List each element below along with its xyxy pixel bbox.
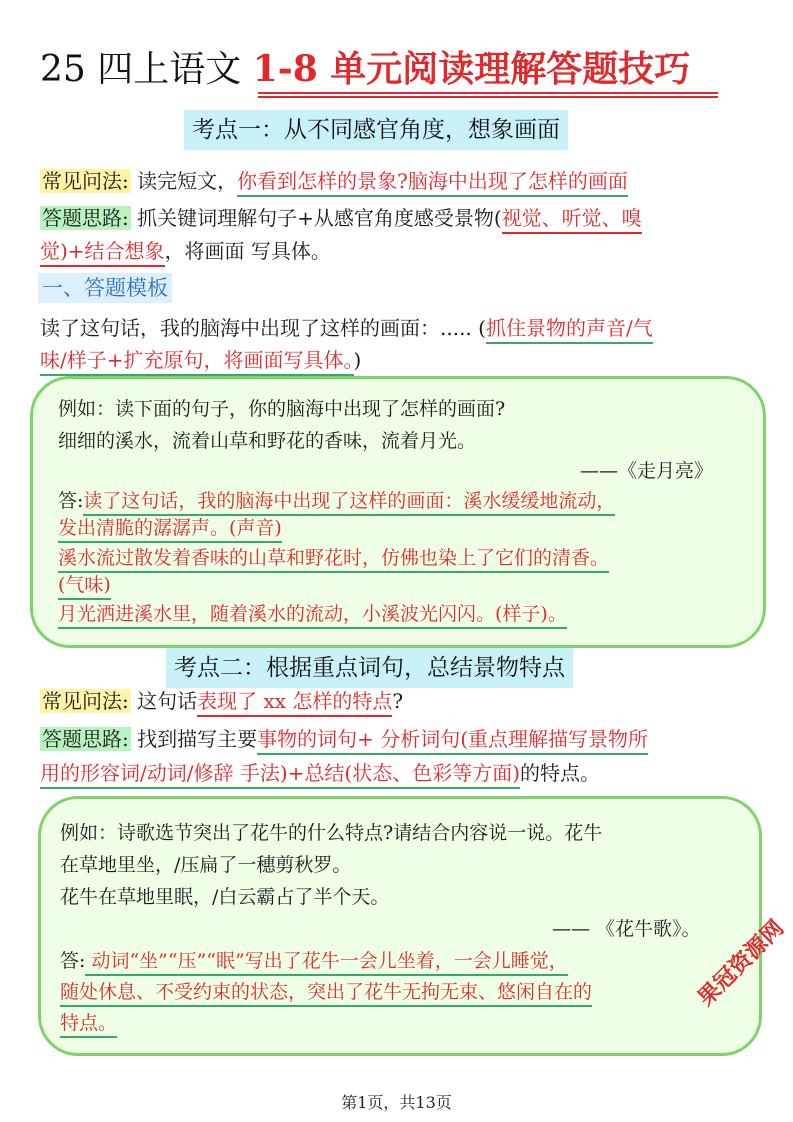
- title-highlight: 1-8 单元阅读理解答题技巧: [252, 48, 691, 90]
- question-label: 常见问法:: [42, 169, 129, 193]
- section2-approach-line2: [40, 758, 600, 788]
- example1-answer-line2: [58, 513, 282, 543]
- answer-text-3: 溪水流过散发着香味的山草和野花时，仿佛也染上了它们的清香。: [58, 547, 609, 573]
- example1-answer-line5: [58, 599, 567, 629]
- section1-approach-line2: [40, 236, 331, 266]
- template-line2: [40, 345, 361, 375]
- title-underline: [258, 92, 718, 98]
- example2-answer-line2: [60, 977, 592, 1007]
- example2-source: —— 《花牛歌》。: [552, 918, 701, 940]
- question2-red: 表现了 xx 怎样的特点: [197, 689, 392, 717]
- example1-source: ——《走月亮》: [580, 460, 714, 482]
- question2-label: 常见问法:: [42, 689, 129, 713]
- page-footer: 第1页，共13页: [341, 1093, 452, 1112]
- approach-plain: 抓关键词理解句子+从感官角度感受景物(: [130, 206, 502, 230]
- answer-text-2: 发出清脆的潺潺声。(声音): [58, 517, 282, 543]
- example2-question-1: 例如：诗歌选节突出了花牛的什么特点?请结合内容说一说。花牛: [60, 822, 603, 844]
- section2-question: [40, 686, 403, 716]
- title-prefix: 25 四上语文: [40, 49, 253, 90]
- approach2-red: 事物的词句+ 分析词句(重点理解描写景物所: [257, 727, 648, 755]
- template-heading: 一、答题模板: [38, 273, 172, 303]
- example1-answer-line3: [58, 543, 609, 573]
- template-plain: 读了这句话，我的脑海中出现了这样的画面：..... (: [40, 316, 486, 340]
- example1-answer-line4: [58, 570, 111, 600]
- example1-answer-line1: [58, 486, 615, 516]
- approach-plain-2: ，将画面 写具体。: [164, 239, 331, 263]
- answer-text-5: 月光洒进溪水里，随着溪水的流动，小溪波光闪闪。(样子)。: [58, 603, 567, 629]
- template-red: 抓住景物的声音/气: [486, 316, 653, 344]
- approach2-red-2: 用的形容词/动词/修辞 手法)+总结(状态、色彩等方面): [40, 761, 520, 789]
- question2-end: ?: [392, 689, 404, 713]
- approach-label: 答题思路:: [42, 206, 129, 230]
- approach-red: 视觉、听觉、嗅: [502, 206, 642, 234]
- approach2-label: 答题思路:: [42, 727, 129, 751]
- section2-heading: 考点二：根据重点词句，总结景物特点: [166, 648, 573, 688]
- template-red-2: 味/样子+扩充原句，将画面写具体。: [40, 348, 354, 376]
- answer2-label: 答:: [60, 950, 86, 972]
- example2-answer-line3: [60, 1008, 117, 1038]
- example2-question-3: 花牛在草地里眠，/白云霸占了半个天。: [60, 886, 390, 908]
- approach2-plain-2: 的特点。: [520, 761, 600, 785]
- section1-approach-line1: [40, 203, 642, 233]
- example1-question: 例如：读下面的句子，你的脑海中出现了怎样的画面?: [58, 398, 506, 420]
- approach2-plain: 找到描写主要: [130, 727, 258, 751]
- answer2-text-1: 动词“坐”“压”“眠”写出了花牛一会儿坐着，一会儿睡觉，: [85, 950, 567, 976]
- answer-label: 答:: [58, 490, 84, 512]
- section1-heading: 考点一：从不同感官角度，想象画面: [184, 110, 568, 150]
- answer2-text-2: 随处休息、不受约束的状态，突出了花牛无拘无束、悠闲自在的: [60, 981, 592, 1007]
- page-title: [40, 44, 690, 94]
- answer-text-1: 读了这句话，我的脑海中出现了这样的画面：溪水缓缓地流动，: [83, 490, 615, 516]
- approach-red-2: 觉)+结合想象: [40, 239, 165, 267]
- answer-text-4: (气味): [58, 574, 111, 600]
- example1-text: 细细的溪水，流着山草和野花的香味，流着月光。: [58, 430, 477, 452]
- section2-approach-line1: [40, 724, 648, 754]
- answer2-text-3: 特点。: [60, 1012, 117, 1038]
- example2-answer-line1: [60, 946, 568, 976]
- question2-plain: 这句话: [130, 689, 198, 713]
- question-red: 你看到怎样的景象?脑海中出现了怎样的画面: [237, 169, 628, 197]
- section1-question: [40, 166, 628, 196]
- watermark: 果冠资源网: [693, 915, 790, 1012]
- template-line1: [40, 313, 653, 343]
- example2-question-2: 在草地里坐，/压扁了一穗剪秋罗。: [60, 854, 352, 876]
- template-plain-2: ): [353, 348, 362, 372]
- question-plain: 读完短文，: [130, 169, 238, 193]
